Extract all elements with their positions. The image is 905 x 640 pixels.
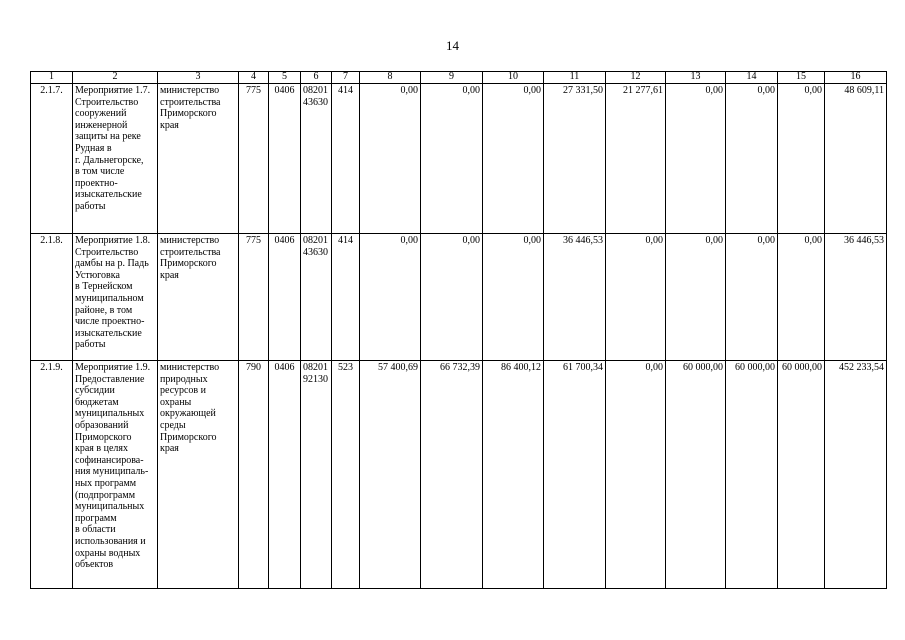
column-header: 13 [666,72,726,84]
cell-c8: 57 400,69 [360,361,421,589]
cell-c12: 0,00 [606,361,666,589]
cell-c11: 27 331,50 [544,84,606,234]
cell-c6: 08201 43630 [301,234,332,361]
cell-c14: 0,00 [726,84,778,234]
row-id: 2.1.7. [31,84,73,234]
column-header: 15 [778,72,825,84]
cell-c8: 0,00 [360,84,421,234]
column-header: 6 [301,72,332,84]
cell-c4: 775 [239,84,269,234]
column-header: 8 [360,72,421,84]
cell-c5: 0406 [269,84,301,234]
cell-c16: 452 233,54 [825,361,887,589]
activity-name: Мероприятие 1.8. Строительство дамбы на р. Падь Устюговка в Тернейском муниципальном районе, в том числе проектно- изыскательские работы [73,234,158,361]
column-header: 10 [483,72,544,84]
cell-c6: 08201 43630 [301,84,332,234]
cell-c10: 86 400,12 [483,361,544,589]
cell-c15: 0,00 [778,234,825,361]
cell-c9: 66 732,39 [421,361,483,589]
cell-c9: 0,00 [421,234,483,361]
column-header: 3 [158,72,239,84]
cell-c7: 414 [332,234,360,361]
cell-c13: 0,00 [666,84,726,234]
column-header: 2 [73,72,158,84]
row-id: 2.1.9. [31,361,73,589]
column-header: 4 [239,72,269,84]
table-row [31,361,887,589]
cell-c7: 414 [332,84,360,234]
page-number: 14 [446,38,459,53]
cell-c4: 790 [239,361,269,589]
cell-c14: 60 000,00 [726,361,778,589]
executor: министерство строительства Приморского края [158,234,239,361]
cell-c12: 21 277,61 [606,84,666,234]
cell-c9: 0,00 [421,84,483,234]
cell-c6: 08201 92130 [301,361,332,589]
executor: министерство строительства Приморского края [158,84,239,234]
executor: министерство природных ресурсов и охраны окружающей среды Приморского края [158,361,239,589]
column-header: 16 [825,72,887,84]
activity-name: Мероприятие 1.9. Предоставление субсидии бюджетам муниципальных образований Приморского края в целях софинансирова- ния муниципаль- ных программ (подпрограмм муниципальных программ в области использования и охраны водных объектов [73,361,158,589]
cell-c16: 36 446,53 [825,234,887,361]
column-header: 5 [269,72,301,84]
cell-c13: 0,00 [666,234,726,361]
cell-c11: 36 446,53 [544,234,606,361]
row-id: 2.1.8. [31,234,73,361]
cell-c15: 0,00 [778,84,825,234]
cell-c11: 61 700,34 [544,361,606,589]
table-row [31,234,887,361]
cell-c10: 0,00 [483,234,544,361]
column-header: 9 [421,72,483,84]
cell-c5: 0406 [269,234,301,361]
column-header: 1 [31,72,73,84]
cell-c15: 60 000,00 [778,361,825,589]
column-header: 11 [544,72,606,84]
cell-c5: 0406 [269,361,301,589]
cell-c8: 0,00 [360,234,421,361]
cell-c4: 775 [239,234,269,361]
cell-c16: 48 609,11 [825,84,887,234]
cell-c7: 523 [332,361,360,589]
budget-table [30,71,887,589]
cell-c13: 60 000,00 [666,361,726,589]
column-header: 7 [332,72,360,84]
cell-c12: 0,00 [606,234,666,361]
column-header: 14 [726,72,778,84]
column-header: 12 [606,72,666,84]
table-row [31,84,887,234]
cell-c14: 0,00 [726,234,778,361]
column-number-row [31,72,887,84]
activity-name: Мероприятие 1.7. Строительство сооружений инженерной защиты на реке Рудная в г. Дальнегорске, в том числе проектно- изыскательские работы [73,84,158,234]
cell-c10: 0,00 [483,84,544,234]
